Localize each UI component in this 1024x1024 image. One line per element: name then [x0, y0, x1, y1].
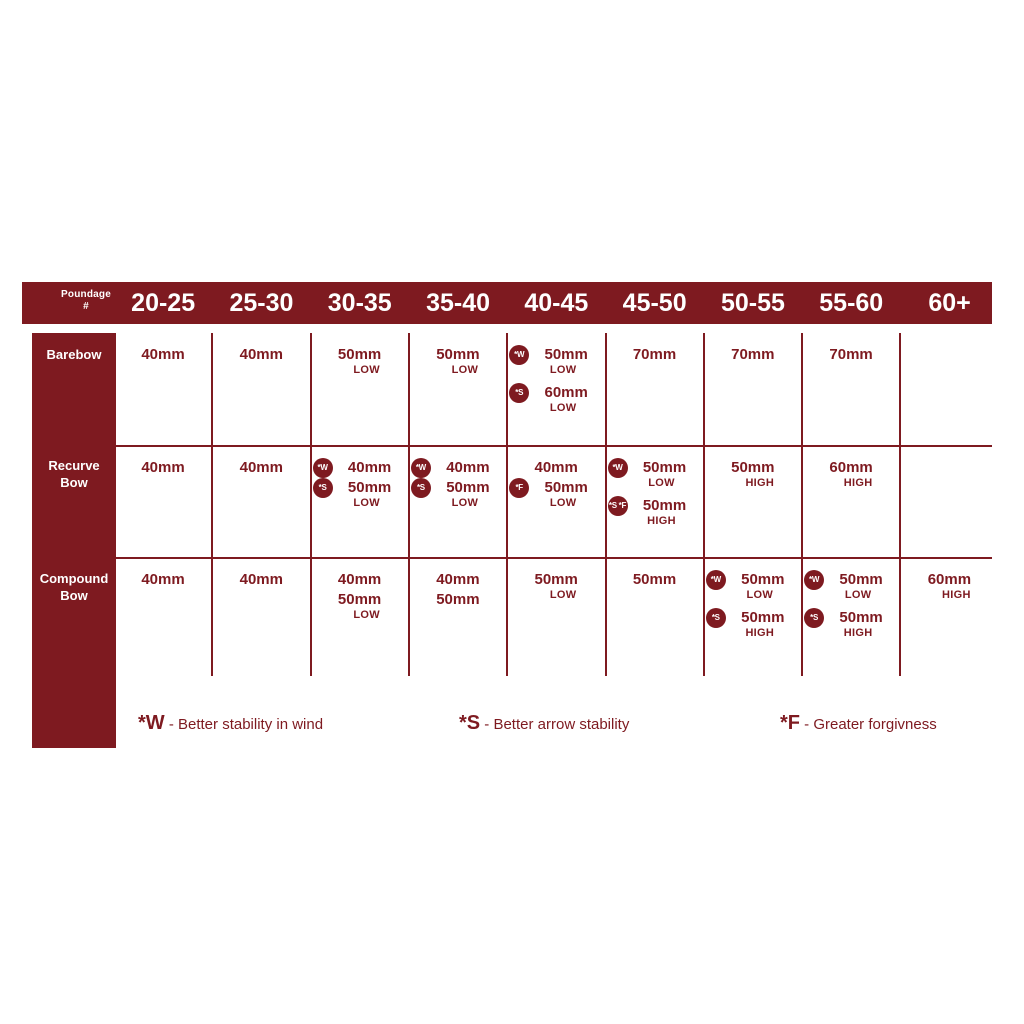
- attribute-badge: *W: [706, 570, 726, 590]
- cell-entry: [311, 345, 409, 385]
- stabilizer-weight: LOW: [746, 589, 774, 601]
- row-label: [32, 457, 116, 491]
- legend-item-arrow: [459, 712, 629, 735]
- table-cell: [606, 570, 704, 590]
- stabilizer-size: 70mm: [731, 346, 775, 363]
- cell-entry: [704, 458, 802, 498]
- stabilizer-size: 50mm: [642, 497, 687, 514]
- stabilizer-size: 60mm: [927, 571, 972, 588]
- table-cell: [900, 570, 998, 608]
- attribute-badge: *F: [509, 478, 529, 498]
- cell-entry: [409, 570, 507, 592]
- cell-entry: [802, 345, 900, 367]
- table-cell: [704, 570, 802, 646]
- column-header: 60+: [928, 289, 971, 317]
- stabilizer-size: 50mm: [436, 591, 480, 608]
- row-divider: [116, 557, 992, 559]
- cell-entry: [212, 458, 310, 480]
- stabilizer-weight: LOW: [451, 497, 479, 509]
- table-cell: [212, 345, 310, 365]
- table-cell: [507, 570, 605, 608]
- table-cell: [114, 570, 212, 590]
- stabilizer-size: 50mm: [436, 346, 480, 363]
- stabilizer-weight: HIGH: [843, 477, 873, 489]
- attribute-badge: *W: [313, 458, 333, 478]
- stabilizer-weight: LOW: [549, 497, 577, 509]
- cell-entry: [606, 496, 704, 536]
- row-label-line: Compound: [39, 571, 109, 586]
- cell-entry: [606, 458, 704, 498]
- stabilizer-weight: LOW: [353, 364, 380, 376]
- row-label-line: Recurve: [48, 458, 100, 473]
- attribute-badge: *W: [804, 570, 824, 590]
- stabilizer-size: 40mm: [446, 459, 490, 476]
- stabilizer-weight: LOW: [648, 477, 675, 489]
- table-cell: [606, 345, 704, 365]
- table-cell: [704, 345, 802, 365]
- stabilizer-size: 50mm: [632, 571, 677, 588]
- stabilizer-size: 50mm: [839, 571, 883, 588]
- legend-code: *W: [138, 712, 165, 734]
- attribute-badge: *S: [411, 478, 431, 498]
- stabilizer-weight: LOW: [353, 609, 380, 621]
- table-cell: [802, 458, 900, 496]
- stabilizer-size: 40mm: [141, 571, 185, 588]
- cell-entry: [900, 570, 998, 610]
- stabilizer-weight: LOW: [353, 497, 380, 509]
- attribute-badge: *S: [706, 608, 726, 628]
- legend-item-wind: [138, 712, 323, 735]
- stabilizer-size: 50mm: [347, 479, 392, 496]
- stabilizer-size: 70mm: [829, 346, 873, 363]
- column-header: 35-40: [426, 289, 491, 317]
- column-header: 40-45: [524, 289, 589, 317]
- stabilizer-weight: LOW: [549, 364, 577, 376]
- stabilizer-weight: HIGH: [647, 515, 676, 527]
- cell-entry: [606, 570, 704, 592]
- legend-item-forgiveness: [780, 712, 937, 735]
- column-header: 30-35: [327, 289, 392, 317]
- cell-entry: [507, 570, 605, 610]
- cell-entry: [409, 458, 507, 480]
- stabilizer-size: 50mm: [642, 459, 687, 476]
- column-header: 20-25: [131, 289, 196, 317]
- cell-entry: [409, 590, 507, 612]
- attribute-badge: *W: [509, 345, 529, 365]
- table-cell: [802, 570, 900, 646]
- stabilizer-size: 40mm: [436, 571, 480, 588]
- table-cell: [507, 345, 605, 421]
- cell-entry: [606, 345, 704, 367]
- attribute-badge: *W: [608, 458, 628, 478]
- stabilizer-weight: LOW: [844, 589, 872, 601]
- stabilizer-weight: LOW: [549, 589, 577, 601]
- column-header: 25-30: [229, 289, 294, 317]
- cell-entry: [409, 478, 507, 518]
- row-label: [32, 346, 116, 363]
- cell-entry: [507, 383, 605, 423]
- poundage-label-symbol: #: [83, 301, 89, 312]
- stabilizer-size: 40mm: [347, 459, 392, 476]
- poundage-label-line: Poundage: [61, 289, 111, 300]
- table-cell: [114, 458, 212, 478]
- column-header: 45-50: [622, 289, 687, 317]
- cell-entry: [311, 478, 409, 518]
- stabilizer-size: 40mm: [239, 571, 283, 588]
- row-divider: [116, 445, 992, 447]
- stabilizer-size: 40mm: [141, 459, 185, 476]
- column-header: 50-55: [720, 289, 785, 317]
- stabilizer-size: 40mm: [534, 459, 578, 476]
- cell-entry: [409, 345, 507, 385]
- stabilizer-size: 50mm: [337, 591, 382, 608]
- cell-entry: [507, 345, 605, 385]
- table-cell: [507, 458, 605, 516]
- stabilizer-size: 40mm: [239, 459, 283, 476]
- stabilizer-weight: LOW: [451, 364, 479, 376]
- table-cell: [606, 458, 704, 534]
- legend-code: *F: [780, 712, 800, 734]
- row-label-line: Bow: [60, 588, 88, 603]
- stabilizer-size: 50mm: [731, 459, 775, 476]
- attribute-badge: *S: [509, 383, 529, 403]
- poundage-label: [58, 289, 114, 313]
- table-cell: [212, 570, 310, 590]
- table-cell: [311, 345, 409, 383]
- cell-entry: [311, 570, 409, 592]
- cell-entry: [704, 570, 802, 610]
- legend-text: - Better arrow stability: [480, 716, 630, 733]
- cell-entry: [507, 478, 605, 518]
- table-cell: [802, 345, 900, 365]
- stabilizer-size: 40mm: [239, 346, 283, 363]
- cell-entry: [802, 608, 900, 648]
- stabilizer-size: 50mm: [839, 609, 883, 626]
- cell-entry: [212, 570, 310, 592]
- cell-entry: [802, 570, 900, 610]
- table-cell: [311, 458, 409, 516]
- legend-text: - Greater forgivness: [800, 716, 937, 733]
- row-label-line: Bow: [60, 475, 88, 490]
- table-cell: [212, 458, 310, 478]
- table-cell: [311, 570, 409, 628]
- stabilizer-size: 50mm: [741, 571, 785, 588]
- table-cell: [704, 458, 802, 496]
- stabilizer-size: 50mm: [544, 346, 588, 363]
- cell-entry: [212, 345, 310, 367]
- cell-entry: [114, 570, 212, 592]
- attribute-badge: *S *F: [608, 496, 628, 516]
- cell-entry: [311, 590, 409, 630]
- cell-entry: [704, 345, 802, 367]
- stabilizer-size: 60mm: [544, 384, 588, 401]
- table-cell: [409, 345, 507, 383]
- stabilizer-size: 40mm: [141, 346, 185, 363]
- column-header: 55-60: [819, 289, 884, 317]
- stabilizer-size: 40mm: [337, 571, 382, 588]
- cell-entry: [507, 458, 605, 480]
- stabilizer-size: 50mm: [337, 346, 382, 363]
- table-cell: [409, 458, 507, 516]
- legend-text: - Better stability in wind: [164, 716, 324, 733]
- row-label: [32, 570, 116, 604]
- table-cell: [409, 570, 507, 610]
- attribute-badge: *S: [313, 478, 333, 498]
- legend-code: *S: [459, 712, 481, 734]
- attribute-badge: *S: [804, 608, 824, 628]
- cell-entry: [311, 458, 409, 480]
- stabilizer-weight: HIGH: [942, 589, 971, 601]
- header-bar: [22, 282, 992, 324]
- stabilizer-size: 50mm: [544, 479, 588, 496]
- cell-entry: [114, 345, 212, 367]
- stabilizer-size: 50mm: [446, 479, 490, 496]
- row-label-column: [32, 333, 116, 748]
- stabilizer-weight: HIGH: [745, 627, 775, 639]
- stabilizer-size: 60mm: [829, 459, 873, 476]
- cell-entry: [802, 458, 900, 498]
- stabilizer-weight: HIGH: [843, 627, 873, 639]
- stabilizer-size: 50mm: [534, 571, 578, 588]
- stabilizer-weight: LOW: [549, 402, 577, 414]
- table-cell: [114, 345, 212, 365]
- stabilizer-size: 70mm: [632, 346, 677, 363]
- cell-entry: [114, 458, 212, 480]
- cell-entry: [704, 608, 802, 648]
- stabilizer-weight: HIGH: [745, 477, 775, 489]
- row-label-line: Barebow: [46, 347, 102, 362]
- stabilizer-size: 50mm: [741, 609, 785, 626]
- attribute-badge: *W: [411, 458, 431, 478]
